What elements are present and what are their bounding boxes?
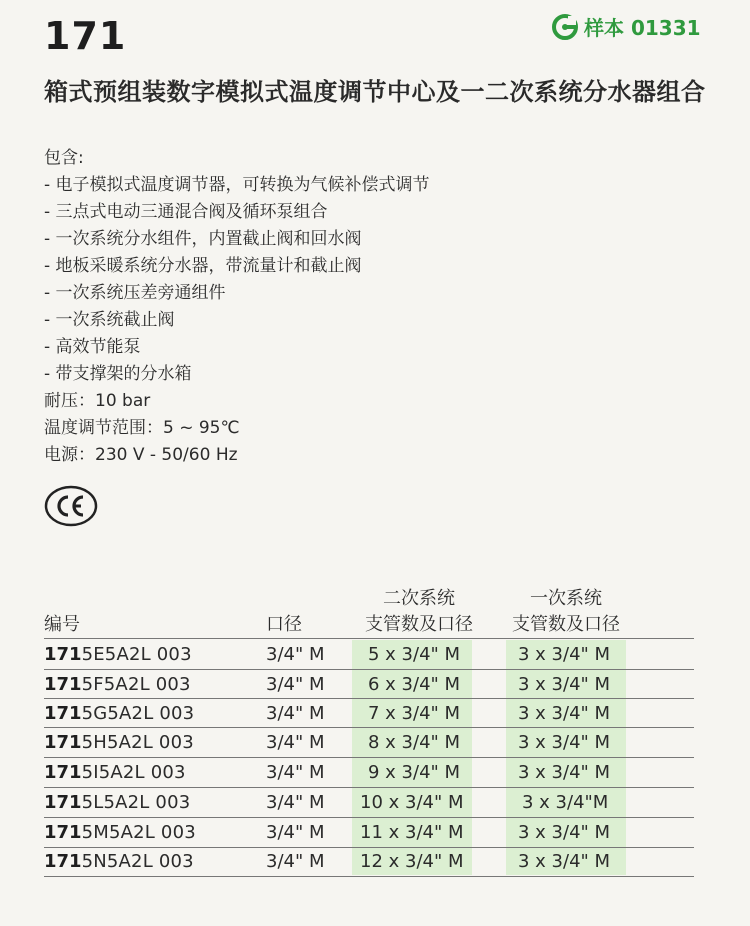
row-secondary: 10 x 3/4" M [360, 792, 464, 813]
description-item: - 一次系统分水组件，内置截止阀和回水阀 [44, 229, 362, 249]
row-primary: 3 x 3/4"M [522, 792, 609, 813]
header-code: 编号 [44, 614, 80, 635]
spec-power: 电源：230 V - 50/60 Hz [44, 445, 238, 465]
row-code: 1715M5A2L 003 [44, 822, 196, 843]
header-secondary-line2: 支管数及口径 [365, 614, 473, 635]
row-secondary: 12 x 3/4" M [360, 851, 464, 872]
table-row [44, 728, 694, 758]
table-header [44, 588, 694, 638]
row-code: 1715N5A2L 003 [44, 851, 194, 872]
ce-mark-icon [44, 485, 98, 527]
spec-temperature: 温度调节范围：5 ~ 95℃ [44, 418, 240, 438]
spec-pressure: 耐压：10 bar [44, 391, 151, 411]
row-size: 3/4" M [266, 851, 325, 872]
description-item: - 一次系统压差旁通组件 [44, 283, 226, 303]
row-secondary: 9 x 3/4" M [368, 762, 461, 783]
header-size: 口径 [266, 614, 302, 635]
row-code: 1715L5A2L 003 [44, 792, 191, 813]
row-primary: 3 x 3/4" M [518, 703, 611, 724]
row-size: 3/4" M [266, 762, 325, 783]
table-rule [44, 876, 694, 877]
header-primary-line1: 一次系统 [530, 588, 602, 609]
row-secondary: 6 x 3/4" M [368, 674, 461, 695]
row-code: 1715F5A2L 003 [44, 674, 191, 695]
row-primary: 3 x 3/4" M [518, 674, 611, 695]
table-row [44, 640, 694, 670]
row-secondary: 8 x 3/4" M [368, 732, 461, 753]
row-primary: 3 x 3/4" M [518, 822, 611, 843]
table-row [44, 847, 694, 877]
description-item: - 带支撑架的分水箱 [44, 364, 192, 384]
table-row [44, 699, 694, 729]
product-title: 箱式预组装数字模拟式温度调节中心及一二次系统分水器组合 [44, 78, 706, 106]
brand-badge [552, 12, 701, 41]
description-item: - 地板采暖系统分水器，带流量计和截止阀 [44, 256, 362, 276]
row-size: 3/4" M [266, 732, 325, 753]
row-secondary: 5 x 3/4" M [368, 644, 461, 665]
row-primary: 3 x 3/4" M [518, 644, 611, 665]
giacomini-logo-icon [552, 14, 578, 40]
row-primary: 3 x 3/4" M [518, 762, 611, 783]
row-code: 1715I5A2L 003 [44, 762, 186, 783]
product-code-heading: 171 [44, 14, 127, 58]
table-row [44, 670, 694, 700]
row-size: 3/4" M [266, 792, 325, 813]
product-description [44, 145, 430, 469]
description-item: - 三点式电动三通混合阀及循环泵组合 [44, 202, 328, 222]
row-size: 3/4" M [266, 822, 325, 843]
table-row [44, 788, 694, 818]
catalog-number: 样本 01331 [584, 16, 701, 40]
row-code: 1715H5A2L 003 [44, 732, 194, 753]
table-row [44, 758, 694, 788]
description-item: - 电子模拟式温度调节器，可转换为气候补偿式调节 [44, 175, 430, 195]
header-primary-line2: 支管数及口径 [512, 614, 620, 635]
header-secondary-line1: 二次系统 [383, 588, 455, 609]
table-row [44, 818, 694, 848]
row-size: 3/4" M [266, 644, 325, 665]
description-intro: 包含: [44, 148, 84, 168]
row-secondary: 11 x 3/4" M [360, 822, 464, 843]
description-item: - 一次系统截止阀 [44, 310, 175, 330]
description-item: - 高效节能泵 [44, 337, 141, 357]
row-primary: 3 x 3/4" M [518, 851, 611, 872]
row-secondary: 7 x 3/4" M [368, 703, 461, 724]
row-size: 3/4" M [266, 703, 325, 724]
row-primary: 3 x 3/4" M [518, 732, 611, 753]
row-size: 3/4" M [266, 674, 325, 695]
table-rule [44, 638, 694, 639]
row-code: 1715E5A2L 003 [44, 644, 192, 665]
row-code: 1715G5A2L 003 [44, 703, 195, 724]
